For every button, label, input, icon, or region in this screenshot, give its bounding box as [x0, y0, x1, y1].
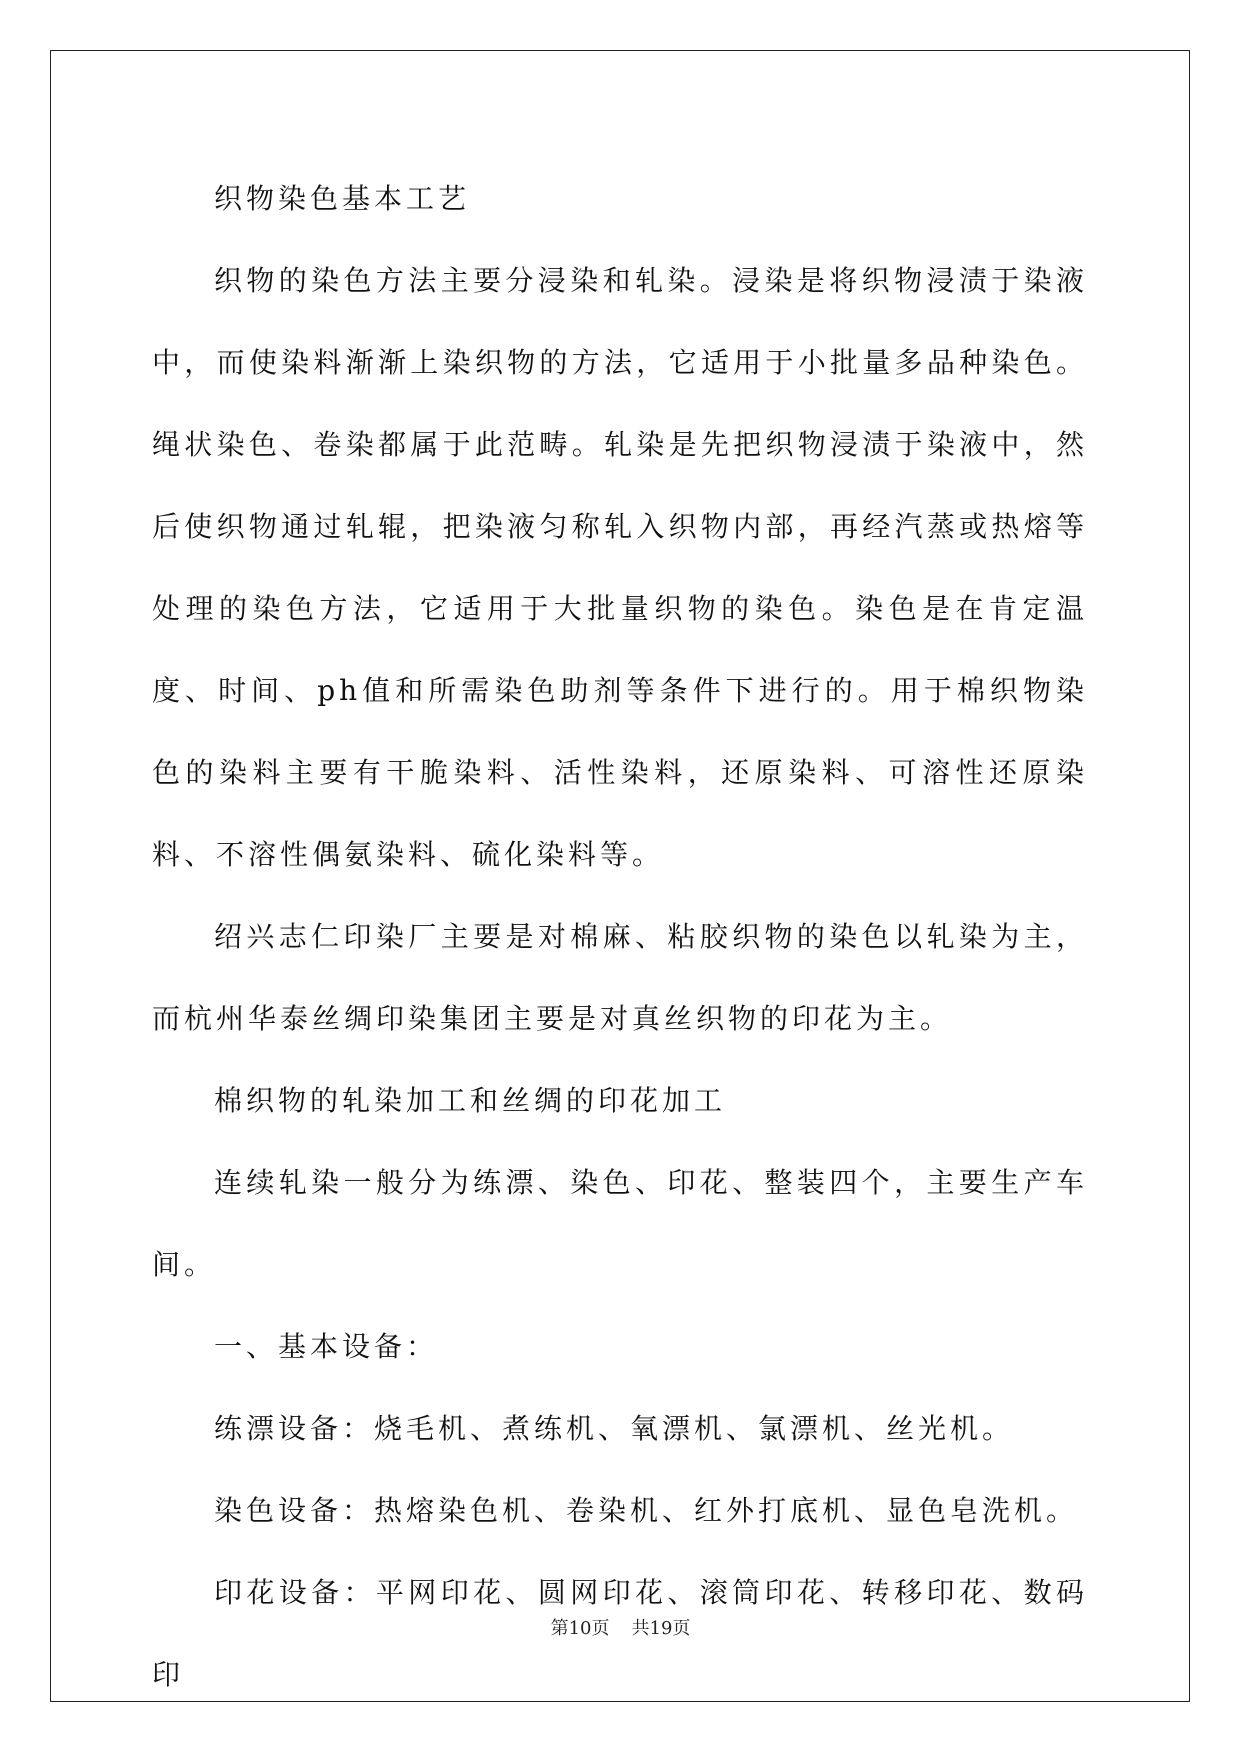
- list-item-printing-equipment: 印花设备：平网印花、圆网印花、滚筒印花、转移印花、数码印: [152, 1576, 1088, 1691]
- paragraph-workshops: 连续轧染一般分为练漂、染色、印花、整装四个，主要生产车间。: [152, 1166, 1088, 1281]
- subsection-title: 棉织物的轧染加工和丝绸的印花加工: [214, 1084, 727, 1117]
- list-item-scouring-equipment: 练漂设备：烧毛机、煮练机、氧漂机、氯漂机、丝光机。: [214, 1412, 1015, 1445]
- heading-basic-equipment: 一、基本设备：: [214, 1330, 439, 1363]
- current-page-number: 第10页: [550, 1618, 610, 1639]
- page-footer: [0, 1617, 1241, 1641]
- section-title: 织物染色基本工艺: [214, 182, 471, 215]
- paragraph-factories: 绍兴志仁印染厂主要是对棉麻、粘胶织物的染色以轧染为主，而杭州华泰丝绸印染集团主要是对真丝织物的印花为主。: [152, 920, 1088, 1035]
- total-page-count: 共19页: [631, 1618, 691, 1639]
- paragraph-dyeing-methods: 织物的染色方法主要分浸染和轧染。浸染是将织物浸渍于染液中，而使染料渐渐上染织物的方法，它适用于小批量多品种染色。绳状染色、卷染都属于此范畴。轧染是先把织物浸渍于染液中，然后使织物通过轧辊，把染液匀称轧入织物内部，再经汽蒸或热熔等处理的染色方法，它适用于大批量织物的染色。染色是在肯定温度、时间、ph值和所需染色助剂等条件下进行的。用于棉织物染色的染料主要有干脆染料、活性染料，还原染料、可溶性还原染料、不溶性偶氨染料、硫化染料等。: [152, 264, 1088, 871]
- list-item-dyeing-equipment: 染色设备：热熔染色机、卷染机、红外打底机、显色皂洗机。: [214, 1494, 1079, 1527]
- document-body: [152, 158, 1088, 1716]
